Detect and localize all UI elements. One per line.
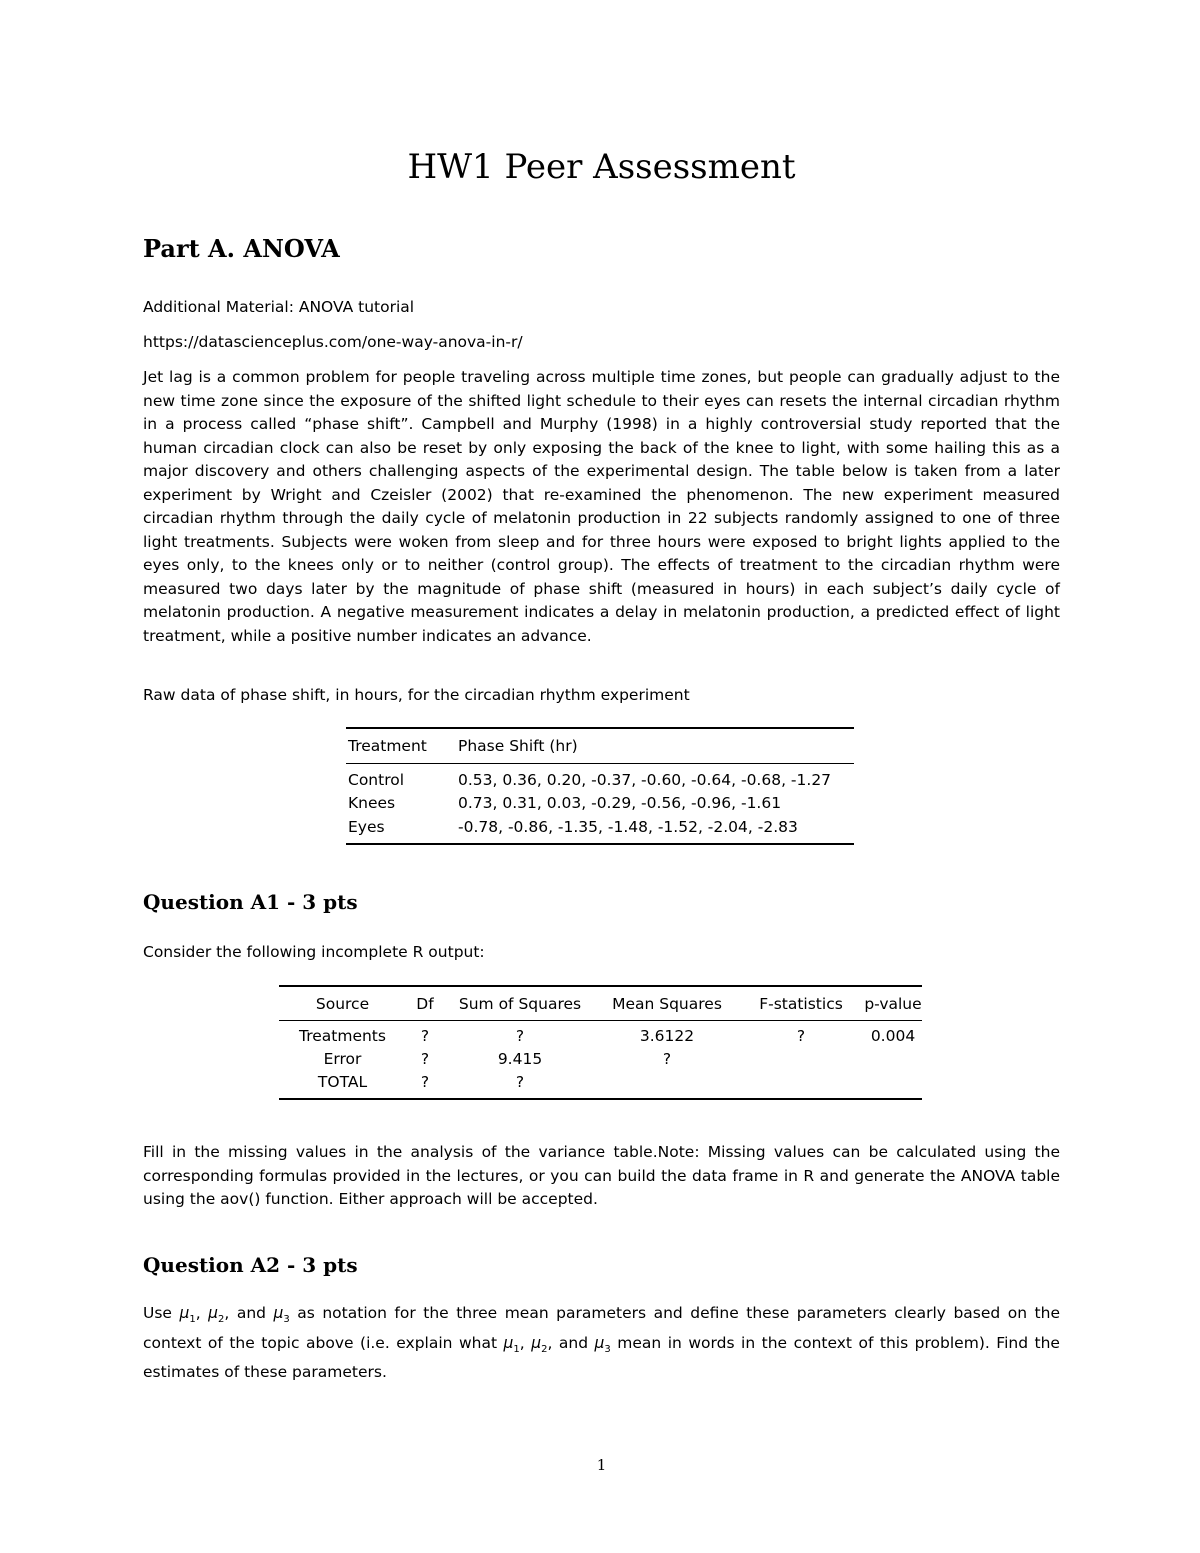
anova-cell: ? bbox=[515, 1072, 525, 1091]
anova-row bbox=[279, 1047, 922, 1070]
page-number: 1 bbox=[596, 1456, 607, 1474]
header-phase-shift: Phase Shift (hr) bbox=[458, 737, 578, 755]
header-f-statistics: F-statistics bbox=[759, 994, 843, 1013]
document-title: HW1 Peer Assessment bbox=[407, 147, 796, 187]
anova-header-row bbox=[279, 987, 922, 1021]
tutorial-link[interactable]: https://datascienceplus.com/one-way-anova-in-r/ bbox=[143, 333, 523, 351]
table-header-row bbox=[346, 729, 854, 764]
anova-row bbox=[279, 1070, 922, 1093]
anova-cell: 0.004 bbox=[870, 1026, 916, 1045]
anova-cell: 3.6122 bbox=[639, 1026, 695, 1045]
anova-cell: ? bbox=[420, 1026, 430, 1045]
question-a2-text: Use $\mu_1$, $\mu_2$, and $\mu_3$ as notation for the three mean parameters and define these parameters clearly based on the context of the topic above (i.e. explain what $\mu_1$, $\mu_2$, and $\mu_3$ mean in words in the context of this problem). Find the estimates of these parameters. bbox=[143, 1304, 1060, 1382]
table-row bbox=[346, 768, 854, 792]
anova-cell: ? bbox=[420, 1049, 430, 1068]
treatment-cell: Eyes bbox=[348, 817, 385, 836]
treatment-cell: Control bbox=[348, 770, 405, 789]
phase-shift-cell: -0.78, -0.86, -1.35, -1.48, -1.52, -2.04, -2.83 bbox=[458, 817, 798, 836]
header-df: Df bbox=[416, 994, 434, 1013]
question-a1-heading: Question A1 - 3 pts bbox=[143, 890, 358, 914]
anova-cell: Error bbox=[323, 1049, 362, 1068]
anova-cell: ? bbox=[420, 1072, 430, 1091]
phase-shift-cell: 0.73, 0.31, 0.03, -0.29, -0.56, -0.96, -1.61 bbox=[458, 794, 782, 813]
part-a-heading: Part A. ANOVA bbox=[143, 234, 340, 263]
anova-cell: TOTAL bbox=[317, 1072, 368, 1091]
anova-row bbox=[279, 1024, 922, 1047]
anova-cell: Treatments bbox=[299, 1026, 386, 1045]
question-a1-prompt: Consider the following incomplete R output: bbox=[143, 943, 485, 961]
anova-table bbox=[279, 985, 922, 1100]
header-source: Source bbox=[315, 994, 370, 1013]
table-row bbox=[346, 815, 854, 839]
intro-paragraph: Jet lag is a common problem for people traveling across multiple time zones, but people can gradually adjust to the new time zone since the exposure of the shifted light schedule to their eyes can resets the internal circadian rhythm in a process called “phase shift”. Campbell and Murphy (1998) in a highly controversial study reported that the human circadian clock can also be reset by only exposing the back of the knee to light, with some hailing this as a major discovery and others challenging aspects of the experimental design. The table below is taken from a later experiment by Wright and Czeisler (2002) that re-examined the phenomenon. The new experiment measured circadian rhythm through the daily cycle of melatonin production in 22 subjects randomly assigned to one of three light treatments. Subjects were woken from sleep and for three hours were exposed to bright lights applied to the eyes only, to the knees only or to neither (control group). The effects of treatment to the circadian rhythm were measured two days later by the magnitude of phase shift (measured in hours) in each subject’s daily cycle of melatonin production. A negative measurement indicates a delay in melatonin production, a predicted effect of light treatment, while a positive number indicates an advance. bbox=[143, 368, 1060, 645]
table-row bbox=[346, 792, 854, 816]
phase-shift-table bbox=[346, 727, 854, 845]
anova-cell: ? bbox=[662, 1049, 672, 1068]
anova-cell: ? bbox=[796, 1026, 806, 1045]
question-a1-instructions: Fill in the missing values in the analysis of the variance table.Note: Missing values can be calculated using the corresponding formulas provided in the lectures, or you can build the data frame in R and generate the ANOVA table using the aov() function. Either approach will be accepted. bbox=[143, 1143, 1060, 1208]
header-p-value: p-value bbox=[864, 994, 922, 1013]
question-a2-heading: Question A2 - 3 pts bbox=[143, 1253, 358, 1277]
anova-cell: ? bbox=[515, 1026, 525, 1045]
phase-shift-cell: 0.53, 0.36, 0.20, -0.37, -0.60, -0.64, -0.68, -1.27 bbox=[458, 770, 832, 789]
anova-cell: 9.415 bbox=[497, 1049, 543, 1068]
treatment-cell: Knees bbox=[348, 794, 396, 813]
additional-material: Additional Material: ANOVA tutorial bbox=[143, 298, 415, 316]
header-sum-of-squares: Sum of Squares bbox=[458, 994, 582, 1013]
header-mean-squares: Mean Squares bbox=[612, 994, 722, 1013]
header-treatment: Treatment bbox=[348, 737, 427, 755]
table-caption: Raw data of phase shift, in hours, for the circadian rhythm experiment bbox=[143, 686, 690, 704]
